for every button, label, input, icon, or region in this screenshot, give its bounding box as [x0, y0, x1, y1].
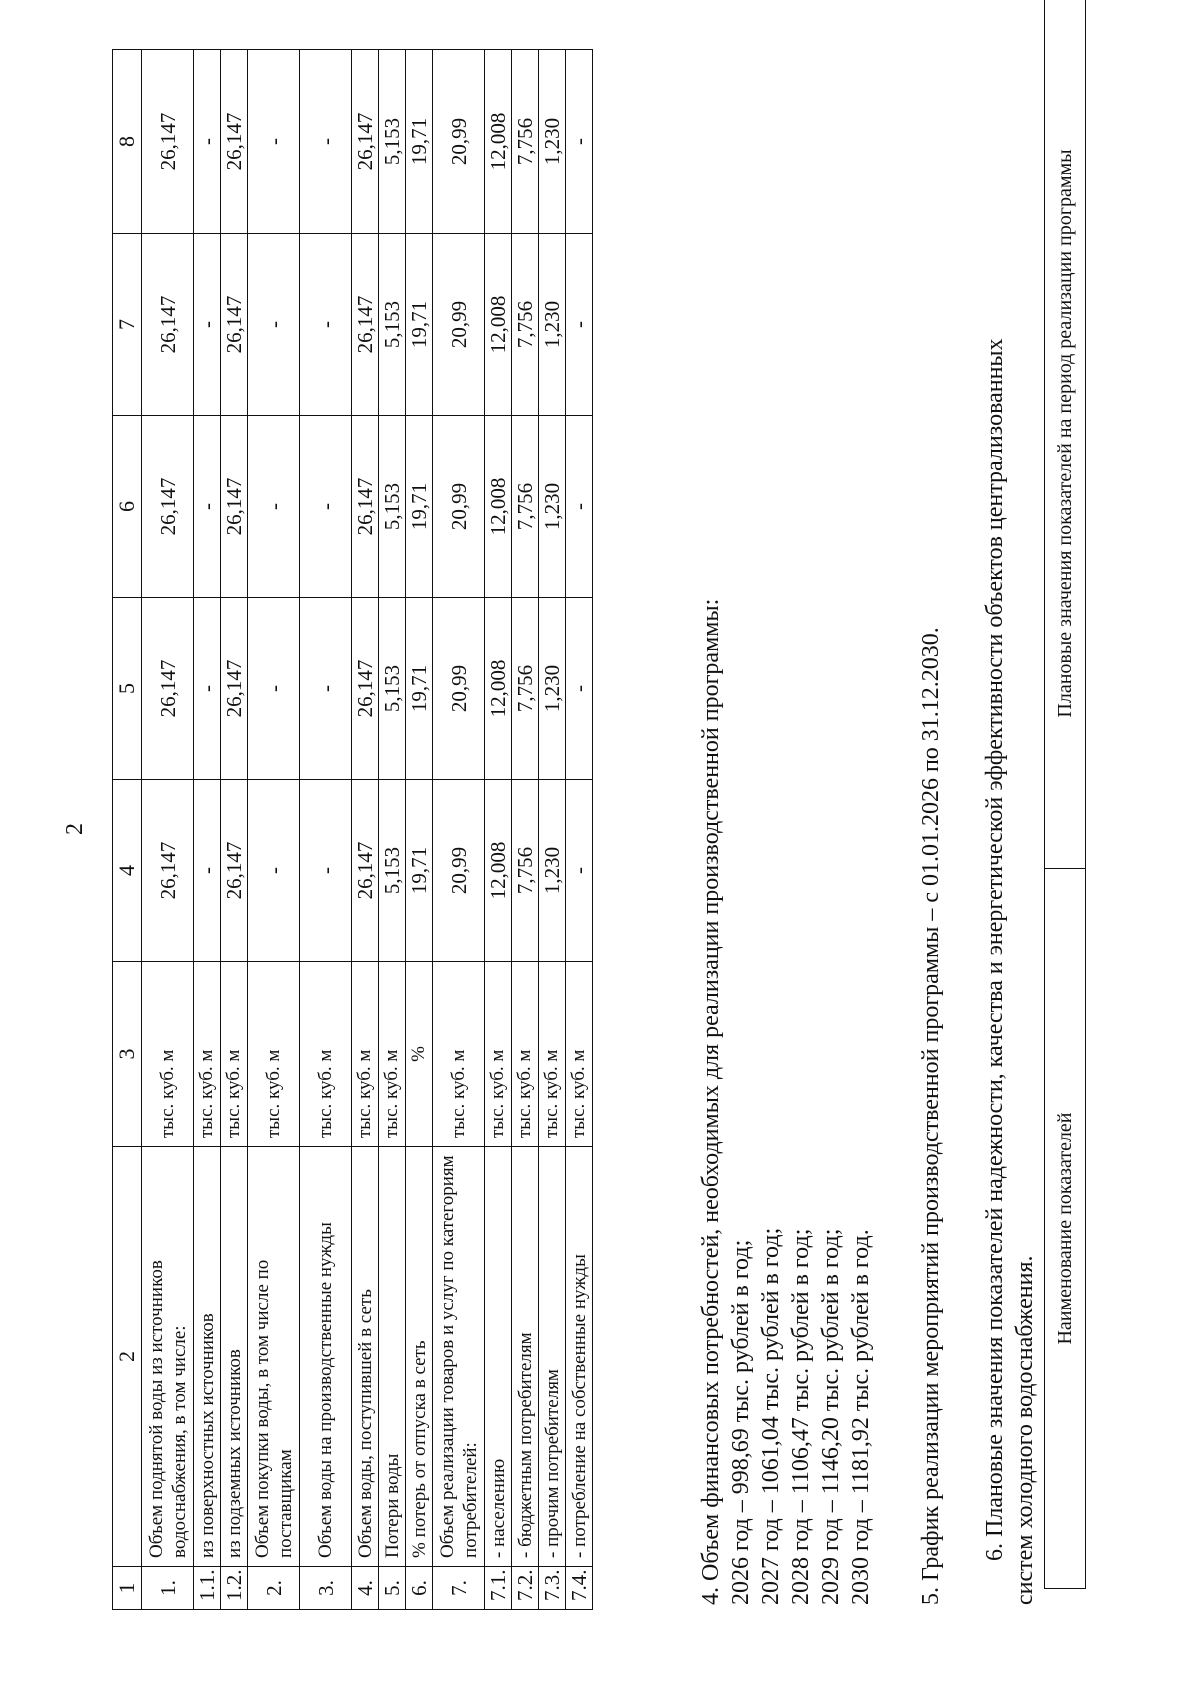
financial-item: 2026 год – 998,69 тыс. рублей в год; [728, 1239, 754, 1605]
plan-header-planned-values: Плановые значения показателей на период реализации программы [1045, 0, 1086, 869]
table-row [406, 50, 433, 1610]
row-name: Объем воды на производственные нужды [300, 1147, 352, 1567]
table-row [539, 50, 566, 1610]
row-value: - [194, 780, 221, 962]
row-name: из подземных источников [221, 1147, 248, 1567]
plan-header-indicator-name: Наименование показателей [1045, 869, 1086, 1589]
row-value: - [300, 780, 352, 962]
table-header-row [113, 50, 142, 1610]
row-value: - [194, 416, 221, 598]
plan-table-header-row [1045, 0, 1086, 1589]
row-value: - [248, 50, 300, 234]
row-name: - потребление на собственные нужды [566, 1147, 593, 1567]
row-value: 7,756 [512, 50, 539, 234]
row-value: 26,147 [221, 50, 248, 234]
row-value: 19,71 [406, 50, 433, 234]
row-value: 20,99 [433, 598, 485, 780]
row-value: 1,230 [539, 416, 566, 598]
row-value: 5,153 [379, 780, 406, 962]
row-value: 19,71 [406, 234, 433, 416]
row-value: - [566, 416, 593, 598]
row-name: - прочим потребителям [539, 1147, 566, 1567]
row-unit: тыс. куб. м [379, 962, 406, 1147]
table-row [194, 50, 221, 1610]
row-unit: тыс. куб. м [539, 962, 566, 1147]
financial-item: 2028 год – 1106,47 тыс. рублей в год; [788, 1228, 814, 1605]
row-value: 26,147 [221, 416, 248, 598]
row-value: 26,147 [352, 50, 379, 234]
table-row [433, 50, 485, 1610]
row-number: 7.4. [566, 1567, 593, 1610]
row-value: 26,147 [352, 416, 379, 598]
row-unit: тыс. куб. м [566, 962, 593, 1147]
row-unit: тыс. куб. м [221, 962, 248, 1147]
row-value: - [248, 598, 300, 780]
row-unit: тыс. куб. м [300, 962, 352, 1147]
row-number: 3. [300, 1567, 352, 1610]
row-name: - бюджетным потребителям [512, 1147, 539, 1567]
row-unit: тыс. куб. м [433, 962, 485, 1147]
row-value: 7,756 [512, 780, 539, 962]
row-value: 26,147 [352, 598, 379, 780]
row-value: - [566, 234, 593, 416]
row-value: 20,99 [433, 416, 485, 598]
section-4-title: 4. Объем финансовых потребностей, необходимых для реализации производственной программы: [698, 598, 724, 1605]
header-cell: 8 [113, 50, 142, 234]
row-value: 26,147 [352, 234, 379, 416]
section-5-schedule: 5. График реализации мероприятий производственной программы – с 01.01.2026 по 31.12.2030. [918, 627, 944, 1605]
row-value: 5,153 [379, 50, 406, 234]
row-unit: тыс. куб. м [248, 962, 300, 1147]
row-value: 20,99 [433, 234, 485, 416]
row-value: 12,008 [485, 780, 512, 962]
row-number: 6. [406, 1567, 433, 1610]
row-number: 1.2. [221, 1567, 248, 1610]
section-6-indicators [980, 338, 1040, 1605]
header-cell: 6 [113, 416, 142, 598]
row-name: - населению [485, 1147, 512, 1567]
row-value: 26,147 [221, 780, 248, 962]
row-value: 26,147 [142, 780, 194, 962]
row-value: 5,153 [379, 234, 406, 416]
row-number: 7.2. [512, 1567, 539, 1610]
section-4-financial-needs [696, 599, 876, 1605]
row-number: 4. [352, 1567, 379, 1610]
page-number: 2 [62, 823, 88, 835]
row-number: 1.1. [194, 1567, 221, 1610]
row-value: - [194, 234, 221, 416]
row-name: Потери воды [379, 1147, 406, 1567]
row-value: - [248, 416, 300, 598]
row-value: - [566, 50, 593, 234]
row-value: 26,147 [221, 234, 248, 416]
header-cell: 4 [113, 780, 142, 962]
row-name: Объем воды, поступившей в сеть [352, 1147, 379, 1567]
row-unit: тыс. куб. м [485, 962, 512, 1147]
financial-item: 2027 год – 1061,04 тыс. рублей в год; [758, 1227, 784, 1605]
financial-item: 2030 год – 1181,92 тыс. рублей в год. [848, 1229, 874, 1605]
header-cell: 3 [113, 962, 142, 1147]
row-value: 1,230 [539, 234, 566, 416]
row-value: 7,756 [512, 598, 539, 780]
row-number: 7.1. [485, 1567, 512, 1610]
row-value: - [194, 598, 221, 780]
row-name: из поверхностных источников [194, 1147, 221, 1567]
row-value: - [566, 598, 593, 780]
financial-item: 2029 год – 1146,20 тыс. рублей в год; [818, 1228, 844, 1605]
row-value: 19,71 [406, 416, 433, 598]
row-value: - [194, 50, 221, 234]
table-row [248, 50, 300, 1610]
row-number: 5. [379, 1567, 406, 1610]
row-name: Объем покупки воды, в том числе по поставщикам [248, 1147, 300, 1567]
row-number: 7.3. [539, 1567, 566, 1610]
row-value: 19,71 [406, 780, 433, 962]
row-value: 26,147 [221, 598, 248, 780]
row-value: 12,008 [485, 50, 512, 234]
table-row [142, 50, 194, 1610]
table-row [379, 50, 406, 1610]
row-value: 26,147 [142, 234, 194, 416]
table-row [221, 50, 248, 1610]
row-value: 12,008 [485, 598, 512, 780]
row-unit: тыс. куб. м [142, 962, 194, 1147]
row-value: - [300, 234, 352, 416]
row-value: 26,147 [142, 416, 194, 598]
section-6-line-2: систем холодного водоснабжения. [1012, 1255, 1038, 1605]
row-value: 7,756 [512, 234, 539, 416]
row-value: 1,230 [539, 50, 566, 234]
row-value: - [248, 780, 300, 962]
row-number: 7. [433, 1567, 485, 1610]
table-row [485, 50, 512, 1610]
row-value: 19,71 [406, 598, 433, 780]
row-unit: тыс. куб. м [194, 962, 221, 1147]
header-cell: 5 [113, 598, 142, 780]
table-row [566, 50, 593, 1610]
row-value: - [566, 780, 593, 962]
production-table [112, 49, 593, 1610]
row-value: 1,230 [539, 780, 566, 962]
row-value: 1,230 [539, 598, 566, 780]
table-row [352, 50, 379, 1610]
row-value: 26,147 [352, 780, 379, 962]
row-name: Объем реализации товаров и услуг по категориям потребителей: [433, 1147, 485, 1567]
row-unit: % [406, 962, 433, 1147]
row-value: 5,153 [379, 416, 406, 598]
row-value: 20,99 [433, 50, 485, 234]
table-row [512, 50, 539, 1610]
row-value: 12,008 [485, 234, 512, 416]
row-number: 2. [248, 1567, 300, 1610]
row-value: 20,99 [433, 780, 485, 962]
row-number: 1. [142, 1567, 194, 1610]
table-row [300, 50, 352, 1610]
row-value: - [300, 416, 352, 598]
row-value: 26,147 [142, 598, 194, 780]
header-cell: 1 [113, 1567, 142, 1610]
row-unit: тыс. куб. м [352, 962, 379, 1147]
row-value: 7,756 [512, 416, 539, 598]
row-value: - [248, 234, 300, 416]
row-unit: тыс. куб. м [512, 962, 539, 1147]
plan-indicators-table [1044, 0, 1086, 1589]
row-value: - [300, 50, 352, 234]
row-value: 12,008 [485, 416, 512, 598]
row-name: % потерь от отпуска в сеть [406, 1147, 433, 1567]
row-value: 5,153 [379, 598, 406, 780]
row-name: Объем поднятой воды из источников водоснабжения, в том числе: [142, 1147, 194, 1567]
row-value: - [300, 598, 352, 780]
section-6-line-1: 6. Плановые значения показателей надежности, качества и энергетической эффективности объектов централизованных [982, 338, 1008, 1561]
header-cell: 7 [113, 234, 142, 416]
header-cell: 2 [113, 1147, 142, 1567]
row-value: 26,147 [142, 50, 194, 234]
